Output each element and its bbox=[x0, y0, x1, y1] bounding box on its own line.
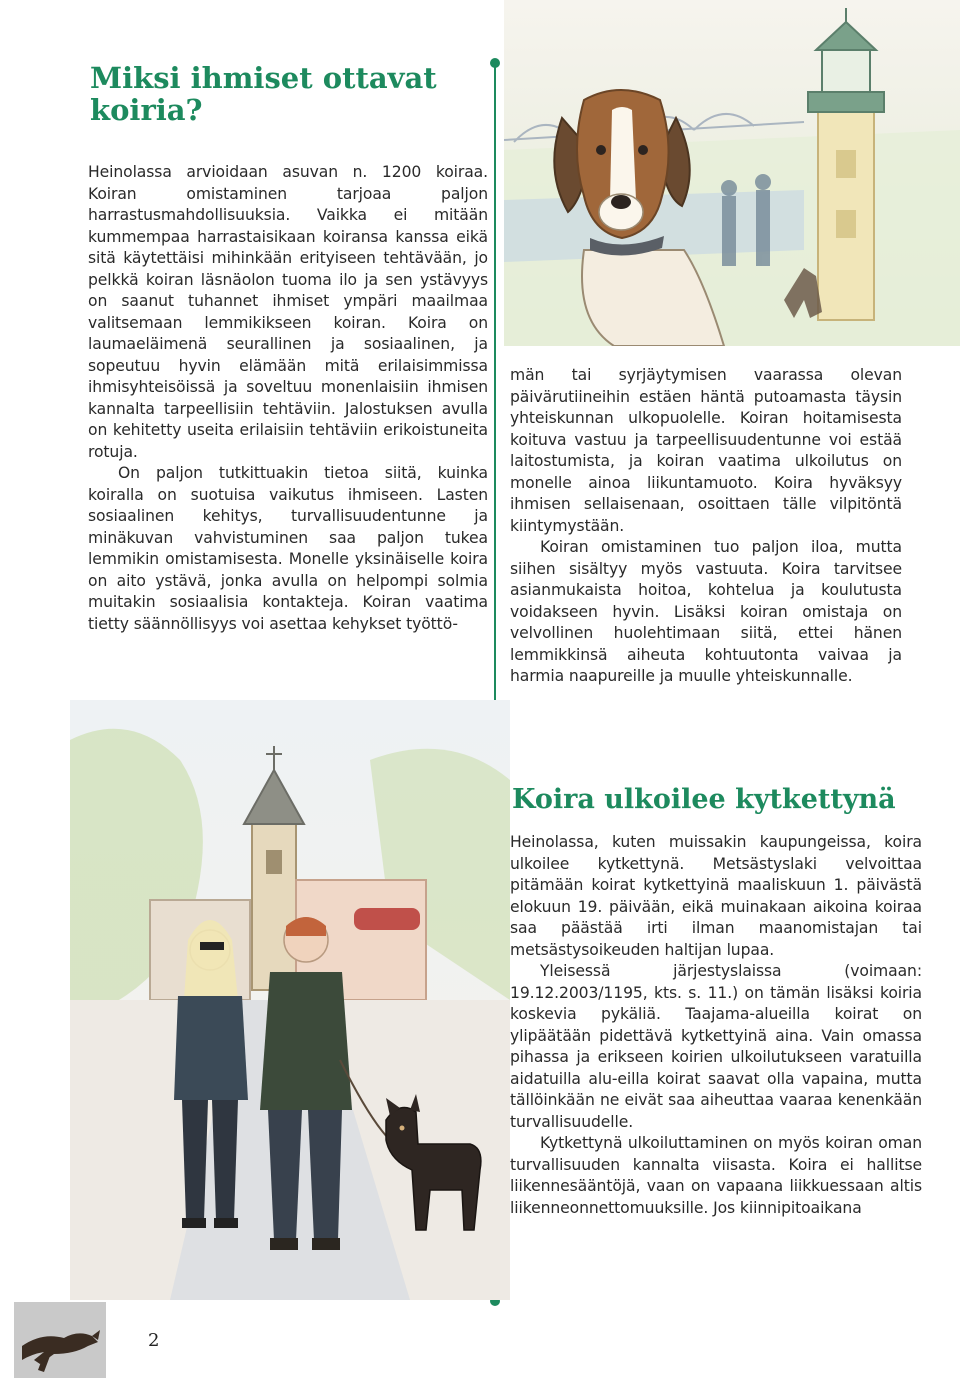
article1-paragraph-2-start: On paljon tutkittuakin tietoa siitä, kuinka koiralla on suotuisa vaikutus ihmiseen. Lasten sosiaalinen kehitys, turvallisuudentunne ja minäkuvan vahvistuminen saa paljon tukea lemmikin omistamisesta. Monelle yksinäiselle koira on aito ystävä, jonka avulla on helpompi solmia muitakin sosiaalisia kontakteja. Koiran vaatima tietty säännöllisyys voi asettaa kehykset työttö- bbox=[88, 464, 488, 633]
article-title-dog-on-leash: Koira ulkoilee kytkettynä bbox=[512, 784, 896, 815]
article1-paragraph-3: Koiran omistaminen tuo paljon iloa, mutta siihen sisältyy myös vastuuta. Koira tarvitsee asianmukaista hoitoa, kohtelua ja koulutusta voidakseen hyvin. Lisäksi koiran omistaja on velvollinen huolehtimaan siitä, ettei hänen lemmikkinsä aiheuta kohtuutonta vaivaa ja harmia naapureille ja muulle yhteiskunnalle. bbox=[510, 538, 902, 685]
article2-paragraph-2: Yleisessä järjestyslaissa (voimaan: 19.12.2003/1195, kts. s. 11.) on tämän lisäksi koiria koskevia pykäliä. Taajama-alueilla koirat on ylipäätään pidettävä kytkettyinä aina. Vain omassa pihassa ja erikseen koirien ulkoilutukseen varatuilla aidatuilla alu-eilla koirat saavat olla vapaina, mutta tällöinkään ne eivät saa aiheuttaa vaaraa kenenkään turvallisuudelle. bbox=[510, 962, 922, 1131]
page-number: 2 bbox=[148, 1330, 160, 1351]
article1-paragraph-2-end: män tai syrjäytymisen vaarassa olevan päivärutiineihin estäen häntä putoamasta täysin yhteiskunnan ulkopuolelle. Koiran hoitamisesta koituva vastuu ja tarpeellisuudentunne voi estää laitostumista, ja koiran vaatima ulkoilutus on monelle ainoa liikuntamuoto. Koira hyväksyy ihmisen sellaisenaan, osoittaen tälle vilpitöntä kiintymystään. bbox=[510, 366, 902, 535]
article2-column bbox=[510, 832, 922, 1219]
illustration-beagle-lighthouse bbox=[504, 0, 960, 346]
article-title-why-people-get-dogs: Miksi ihmiset ottavat koiria? bbox=[90, 61, 437, 127]
corner-running-dog-image bbox=[14, 1302, 106, 1378]
divider-top-dot bbox=[490, 58, 500, 68]
article2-paragraph-3: Kytkettynä ulkoiluttaminen on myös koiran oman turvallisuuden kannalta viisasta. Koira ei hallitse liikennesääntöjä, vaan on vapaana liikkuessaan altis liikenneonnettomuuksille. Jos kiinnipitoaikana bbox=[510, 1134, 922, 1217]
article1-paragraph-1: Heinolassa arvioidaan asuvan n. 1200 koiraa. Koiran omistaminen tarjoaa paljon harrastusmahdollisuuksia. Vaikka ei mitään kummempaa harrastaisikaan koiransa kanssa eikä sitä käytettäisi mihinkään erityiseen tehtävään, jo pelkkä koiran läsnäolon tuoma ilo ja sen ystävyys on saanut tuhannet ihmiset ympäri maailmaa valitsemaan lemmikikseen koiran. Koira on laumaeläimenä seurallinen ja sosiaalinen, ja sopeutuu hyvin elämään mitä erilaisimmissa ihmisyhteisöissä ja soveltuu monenlaisiin ihmisen kannalta tarpeellisiin tehtäviin. Jalostuksen avulla on kehitetty useita erilaisiin tehtäviin erikoistuneita rotuja. bbox=[88, 163, 488, 461]
article1-right-column bbox=[510, 365, 902, 688]
article2-paragraph-1: Heinolassa, kuten muissakin kaupungeissa, koira ulkoilee kytkettynä. Metsästyslaki velvoittaa pitämään koirat kytkettyinä maaliskuun 1. päivästä elokuun 19. päivään, eikä muinakaan aikoina koiraa saa päästää irti ilman maanomistajan tai metsästysoikeuden haltijan lupaa. bbox=[510, 833, 922, 959]
illustration-couple-walking-dog bbox=[70, 700, 510, 1300]
article1-left-column bbox=[88, 162, 488, 635]
